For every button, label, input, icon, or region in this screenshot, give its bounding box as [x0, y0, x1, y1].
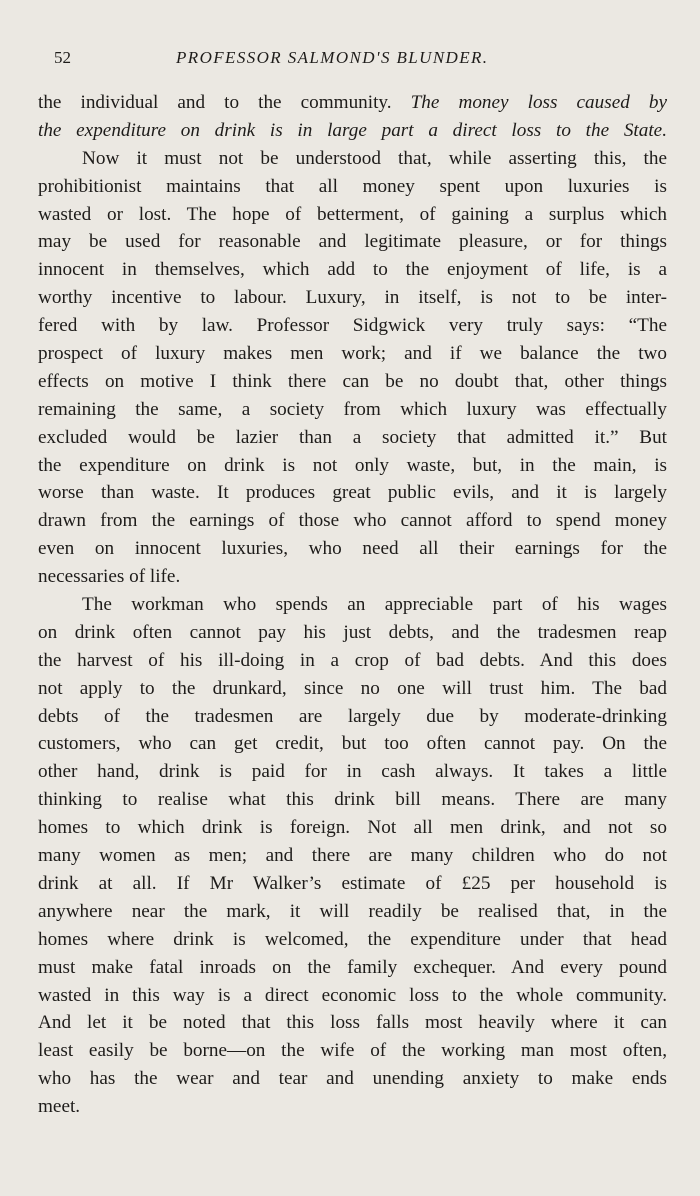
text-run: least easily be borne—on the wife of the working man most often, — [38, 1040, 667, 1062]
italic-text-run: the expenditure on drink is in large part a direct loss to the State. — [38, 119, 667, 141]
text-line — [38, 786, 667, 814]
text-run: innocent in themselves, which add to the enjoyment of life, is a — [38, 259, 667, 281]
text-line — [38, 703, 667, 731]
running-head — [38, 48, 662, 74]
text-run: And let it be noted that this loss falls most heavily where it can — [38, 1012, 667, 1034]
text-line — [38, 954, 667, 982]
text-run: debts of the tradesmen are largely due by moderate-drinking — [38, 705, 667, 727]
text-line — [38, 368, 667, 396]
text-line — [38, 201, 667, 229]
text-line — [38, 89, 667, 117]
text-line — [38, 563, 667, 591]
text-line — [38, 982, 667, 1010]
text-run: prospect of luxury makes men work; and if we balance the two — [38, 343, 667, 365]
text-line — [38, 926, 667, 954]
text-run: may be used for reasonable and legitimate pleasure, or for things — [38, 231, 667, 253]
text-line — [38, 1093, 667, 1121]
text-line — [38, 591, 667, 619]
text-line — [38, 479, 667, 507]
text-run: remaining the same, a society from which luxury was effectually — [38, 398, 667, 420]
text-line — [38, 117, 667, 145]
text-line — [38, 312, 667, 340]
text-line — [38, 647, 667, 675]
text-line — [38, 535, 667, 563]
text-run: prohibitionist maintains that all money spent upon luxuries is — [38, 175, 667, 197]
page-number: 52 — [54, 48, 71, 67]
text-run: many women as men; and there are many children who do not — [38, 845, 667, 867]
body-text — [38, 89, 667, 1121]
text-line — [38, 730, 667, 758]
text-run: not apply to the drunkard, since no one will trust him. The bad — [38, 677, 667, 699]
text-run: necessaries of life. — [38, 566, 181, 588]
text-run: must make fatal inroads on the family exchequer. And every pound — [38, 956, 667, 978]
text-run: meet. — [38, 1096, 81, 1118]
text-line — [38, 1065, 667, 1093]
italic-text-run: The money loss caused by — [410, 92, 667, 113]
text-run: drink at all. If Mr Walker’s estimate of £25 per household is — [38, 872, 667, 894]
text-line — [38, 619, 667, 647]
text-run: other hand, drink is paid for in cash always. It takes a little — [38, 761, 667, 783]
text-run: the expenditure on drink is not only waste, but, in the main, is — [38, 454, 667, 476]
text-run: The workman who spends an appreciable part of his wages — [82, 594, 667, 616]
text-line — [38, 870, 667, 898]
text-line — [38, 1037, 667, 1065]
text-run: anywhere near the mark, it will readily be realised that, in the — [38, 900, 667, 922]
text-line — [38, 256, 667, 284]
text-line — [38, 284, 667, 312]
text-run: the harvest of his ill-doing in a crop of bad debts. And this does — [38, 649, 667, 671]
text-line — [38, 452, 667, 480]
text-line — [38, 173, 667, 201]
text-run: on drink often cannot pay his just debts, and the tradesmen reap — [38, 621, 667, 643]
text-line — [38, 424, 667, 452]
text-run: the individual and to the community. — [38, 92, 392, 113]
text-run: effects on motive I think there can be no doubt that, other things — [38, 370, 667, 392]
text-line — [38, 675, 667, 703]
text-line — [38, 340, 667, 368]
text-line — [38, 898, 667, 926]
text-line — [38, 1009, 667, 1037]
text-line — [38, 228, 667, 256]
text-line — [38, 842, 667, 870]
text-run: worse than waste. It produces great public evils, and it is largely — [38, 482, 667, 504]
text-line — [38, 145, 667, 173]
text-run: fered with by law. Professor Sidgwick very truly says: “The — [38, 315, 667, 337]
text-run: Now it must not be understood that, while asserting this, the — [82, 147, 667, 169]
text-run: wasted or lost. The hope of betterment, of gaining a surplus which — [38, 203, 667, 225]
text-line — [38, 507, 667, 535]
running-title: PROFESSOR SALMOND'S BLUNDER. — [176, 48, 489, 67]
text-run: worthy incentive to labour. Luxury, in itself, is not to be inter- — [38, 287, 667, 309]
text-run: drawn from the earnings of those who cannot afford to spend money — [38, 510, 667, 532]
text-line — [38, 396, 667, 424]
text-run: homes where drink is welcomed, the expenditure under that head — [38, 928, 667, 950]
text-run: even on innocent luxuries, who need all their earnings for the — [38, 538, 667, 560]
text-run: customers, who can get credit, but too often cannot pay. On the — [38, 733, 667, 755]
text-run: homes to which drink is foreign. Not all men drink, and not so — [38, 817, 667, 839]
text-run: excluded would be lazier than a society that admitted it.” But — [38, 426, 667, 448]
text-run: thinking to realise what this drink bill means. There are many — [38, 789, 667, 811]
text-line — [38, 758, 667, 786]
text-run: who has the wear and tear and unending anxiety to make ends — [38, 1068, 667, 1090]
text-run: wasted in this way is a direct economic loss to the whole community. — [38, 984, 667, 1006]
text-line — [38, 814, 667, 842]
